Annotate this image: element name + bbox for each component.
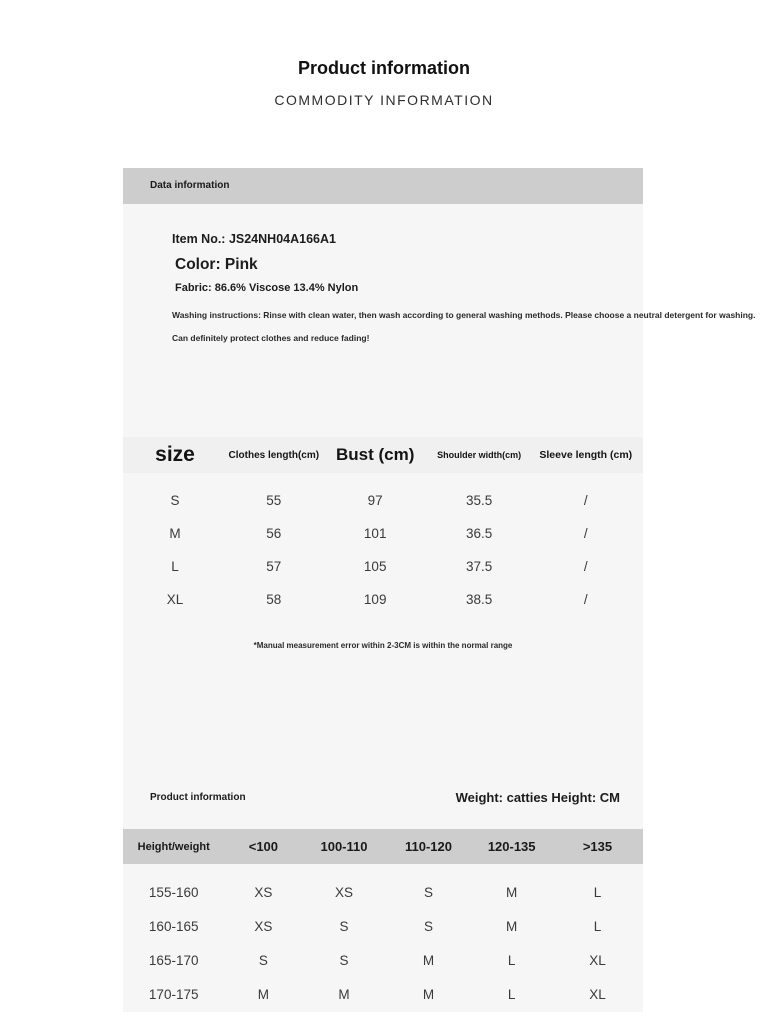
size-table-header-size: size [155, 443, 195, 466]
table-cell: XS [334, 885, 353, 900]
table-row [123, 583, 643, 616]
table-cell: 37.5 [466, 559, 493, 574]
table-cell: M [506, 919, 518, 934]
table-cell: 101 [363, 526, 387, 541]
height-weight-header-lt100: <100 [248, 839, 279, 854]
table-cell: S [423, 885, 433, 900]
size-table-header-bust: Bust (cm) [335, 445, 415, 464]
size-table-header-sleeve-length: Sleeve length (cm) [539, 449, 633, 461]
washing-instructions-text: Washing instructions: Rinse with clean water, then wash according to general washing methods. Please choose a neutral detergent for washing. [172, 310, 756, 320]
table-cell: / [583, 493, 588, 508]
table-cell: 38.5 [466, 592, 493, 607]
table-cell: / [583, 559, 588, 574]
table-row [123, 978, 643, 1012]
size-table-header-row [123, 437, 643, 473]
weight-height-units-label: Weight: catties Height: CM [455, 790, 620, 805]
item-number-text: Item No.: JS24NH04A166A1 [172, 232, 336, 246]
table-cell: 155-160 [148, 885, 199, 900]
table-cell: L [171, 559, 179, 574]
size-table-header-shoulder-width: Shoulder width(cm) [437, 450, 522, 460]
table-cell: 160-165 [148, 919, 199, 934]
height-weight-header-100-110: 100-110 [320, 839, 368, 854]
table-cell: XL [589, 987, 606, 1002]
fabric-text: Fabric: 86.6% Viscose 13.4% Nylon [175, 282, 359, 294]
table-cell: S [423, 919, 433, 934]
data-information-label: Data information [150, 180, 230, 191]
table-cell: L [507, 953, 516, 968]
table-row [123, 910, 643, 944]
table-cell: 35.5 [466, 493, 493, 508]
table-cell: 36.5 [466, 526, 493, 541]
table-cell: M [422, 987, 435, 1002]
info-panel [123, 168, 756, 1012]
height-weight-header-label: Height/weight [137, 840, 210, 853]
table-cell: 58 [266, 592, 282, 607]
table-cell: / [583, 592, 588, 607]
size-table-body [123, 484, 643, 616]
table-row [123, 550, 643, 583]
table-row [123, 484, 643, 517]
table-cell: 165-170 [148, 953, 199, 968]
height-weight-header-110-120: 110-120 [404, 839, 452, 854]
table-cell: L [593, 919, 602, 934]
table-cell: 170-175 [148, 987, 199, 1002]
height-weight-header-gt135: >135 [582, 839, 613, 854]
table-cell: M [169, 526, 181, 541]
table-cell: XS [254, 885, 273, 900]
table-cell: S [339, 919, 349, 934]
table-cell: / [583, 526, 588, 541]
table-cell: S [170, 493, 180, 508]
page-subtitle: COMMODITY INFORMATION [274, 92, 494, 108]
product-information-label: Product information [150, 792, 246, 803]
table-cell: XL [589, 953, 606, 968]
product-information-row [123, 786, 643, 810]
table-cell: 56 [266, 526, 282, 541]
table-cell: 97 [367, 493, 383, 508]
color-text: Color: Pink [175, 256, 258, 273]
table-cell: 109 [363, 592, 387, 607]
table-cell: XS [254, 919, 273, 934]
table-cell: XL [166, 592, 184, 607]
table-cell: L [507, 987, 516, 1002]
size-table-header-clothes-length: Clothes length(cm) [228, 449, 320, 461]
table-cell: M [257, 987, 270, 1002]
table-row [123, 944, 643, 978]
table-cell: 105 [363, 559, 387, 574]
washing-benefit-text: Can definitely protect clothes and reduce fading! [172, 333, 370, 343]
table-cell: M [422, 953, 435, 968]
measurement-note: *Manual measurement error within 2-3CM is within the normal range [253, 641, 513, 650]
data-information-header-bar [123, 168, 643, 204]
height-weight-header-row [123, 829, 643, 864]
table-row [123, 876, 643, 910]
page-title: Product information [298, 58, 470, 78]
table-cell: M [506, 885, 518, 900]
table-row [123, 517, 643, 550]
table-cell: M [338, 987, 350, 1002]
height-weight-body [123, 876, 643, 1012]
table-cell: 55 [266, 493, 282, 508]
height-weight-header-120-135: 120-135 [487, 839, 536, 854]
table-cell: S [339, 953, 349, 968]
table-cell: L [593, 885, 602, 900]
table-cell: S [258, 953, 268, 968]
table-cell: 57 [266, 559, 282, 574]
